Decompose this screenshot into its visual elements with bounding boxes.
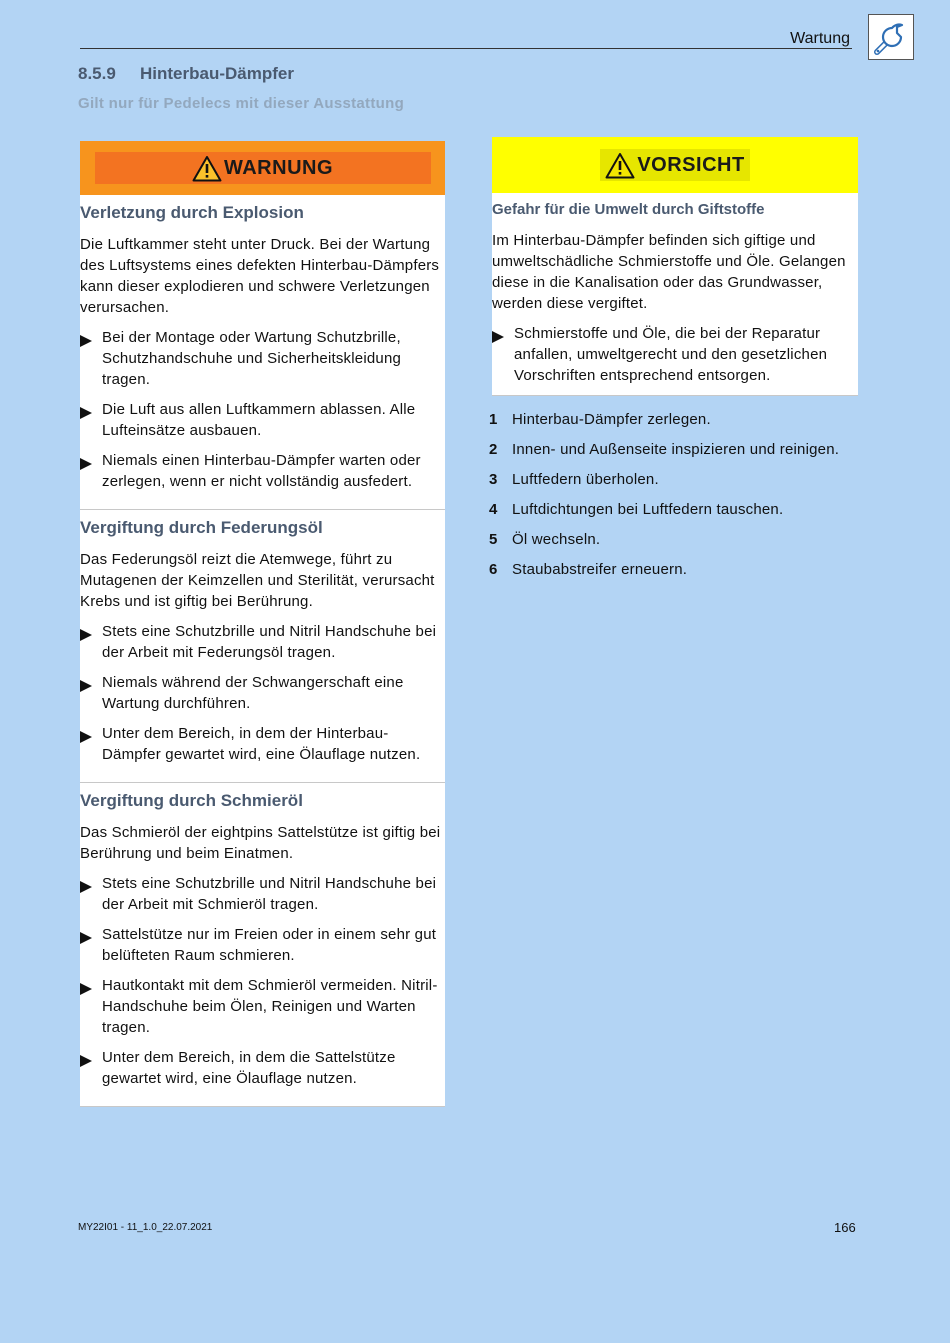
step-item [489,529,869,550]
bullet-arrow-icon [80,672,102,714]
warning-header [80,141,445,195]
step-item [489,469,869,490]
document-id: MY22I01 - 11_1.0_22.07.2021 [78,1222,213,1233]
list-item: Niemals einen Hinterbau-Dämpfer warten oder zerlegen, wenn er nicht vollständig ausfedert. [80,450,445,492]
list-item: Stets eine Schutzbrille und Nitril Handschuhe bei der Arbeit mit Federungsöl tragen. [80,621,445,663]
bullet-arrow-icon [80,924,102,966]
list-item: Die Luft aus allen Luftkammern ablassen. Alle Lufteinsätze ausbauen. [80,399,445,441]
list-item: Hautkontakt mit dem Schmieröl vermeiden. Nitril-Handschuhe beim Ölen, Reinigen und Warten tragen. [80,975,445,1038]
caution-header [492,137,858,193]
step-text: Hinterbau-Dämpfer zerlegen. [512,411,711,428]
bullet-arrow-icon [80,723,102,765]
step-number: 2 [489,441,498,458]
caution-label: VORSICHT [637,153,745,176]
section-number: 8.5.9 [78,64,116,83]
step-number: 3 [489,471,498,488]
list-item: Niemals während der Schwangerschaft eine Wartung durchführen. [80,672,445,714]
bullet-arrow-icon [80,1047,102,1089]
procedure-steps [489,409,869,589]
block-title: Verletzung durch Explosion [80,203,304,222]
list-item: Stets eine Schutzbrille und Nitril Handschuhe bei der Arbeit mit Schmieröl tragen. [80,873,445,915]
step-item [489,499,869,520]
warning-label: WARNUNG [223,156,334,179]
bullet-arrow-icon [80,873,102,915]
block-text: Die Luftkammer steht unter Druck. Bei der Wartung des Luftsystems eines defekten Hinterbau-Dämpfers kann dieser explodieren und schwere Verletzungen verursachen. [80,236,440,316]
block-title: Gefahr für die Umwelt durch Giftstoffe [492,201,765,218]
section-title: Hinterbau-Dämpfer [140,64,294,83]
caution-block [492,193,858,386]
step-number: 1 [489,411,498,428]
chapter-title: Wartung [790,30,850,47]
warning-block-lubricant [80,783,445,1107]
list-item: Bei der Montage oder Wartung Schutzbrille, Schutzhandschuhe und Sicherheitskleidung tragen. [80,327,445,390]
step-text: Innen- und Außenseite inspizieren und reinigen. [512,441,840,458]
step-item [489,439,869,460]
step-text: Öl wechseln. [512,531,601,548]
block-title: Vergiftung durch Schmieröl [80,791,303,810]
block-text: Im Hinterbau-Dämpfer befinden sich giftige und umweltschädliche Schmierstoffe und Öle. Gelangen diese in die Kanalisation oder das Grundwasser, werden diese vergiftet. [492,232,846,312]
caution-box [492,137,858,396]
step-number: 4 [489,501,498,518]
block-text: Das Schmieröl der eightpins Sattelstütze ist giftig bei Berührung und beim Einatmen. [80,824,441,862]
warning-triangle-icon [605,152,635,179]
step-item [489,409,869,430]
step-text: Staubabstreifer erneuern. [512,561,688,578]
list-item: Schmierstoffe und Öle, die bei der Reparatur anfallen, umweltgerecht und den gesetzlichen Vorschriften entsprechend entsorgen. [492,323,858,386]
step-item [489,559,869,580]
warning-block-explosion [80,195,445,510]
list-item: Sattelstütze nur im Freien oder in einem sehr gut belüfteten Raum schmieren. [80,924,445,966]
chapter-badge [868,14,914,60]
page-number: 166 [834,1220,856,1235]
list-item: Unter dem Bereich, in dem die Sattelstütze gewartet wird, eine Ölauflage nutzen. [80,1047,445,1089]
block-text: Das Federungsöl reizt die Atemwege, führt zu Mutagenen der Keimzellen und Sterilität, verursacht Krebs und ist giftig bei Berührung. [80,551,435,610]
bullet-arrow-icon [80,621,102,663]
bullet-arrow-icon [80,327,102,390]
step-number: 5 [489,531,498,548]
bullet-arrow-icon [492,323,514,386]
bullet-arrow-icon [80,450,102,492]
bullet-arrow-icon [80,975,102,1038]
section-subtitle: Gilt nur für Pedelecs mit dieser Ausstattung [78,95,405,112]
wrench-icon [869,15,913,59]
step-text: Luftfedern überholen. [512,471,659,488]
warning-triangle-icon [192,155,222,182]
header-rule [80,48,852,49]
step-text: Luftdichtungen bei Luftfedern tauschen. [512,501,784,518]
list-item: Unter dem Bereich, in dem der Hinterbau-Dämpfer gewartet wird, eine Ölauflage nutzen. [80,723,445,765]
step-number: 6 [489,561,498,578]
bullet-arrow-icon [80,399,102,441]
warning-block-suspension-oil [80,510,445,783]
block-title: Vergiftung durch Federungsöl [80,518,323,537]
warning-box [80,141,445,1107]
